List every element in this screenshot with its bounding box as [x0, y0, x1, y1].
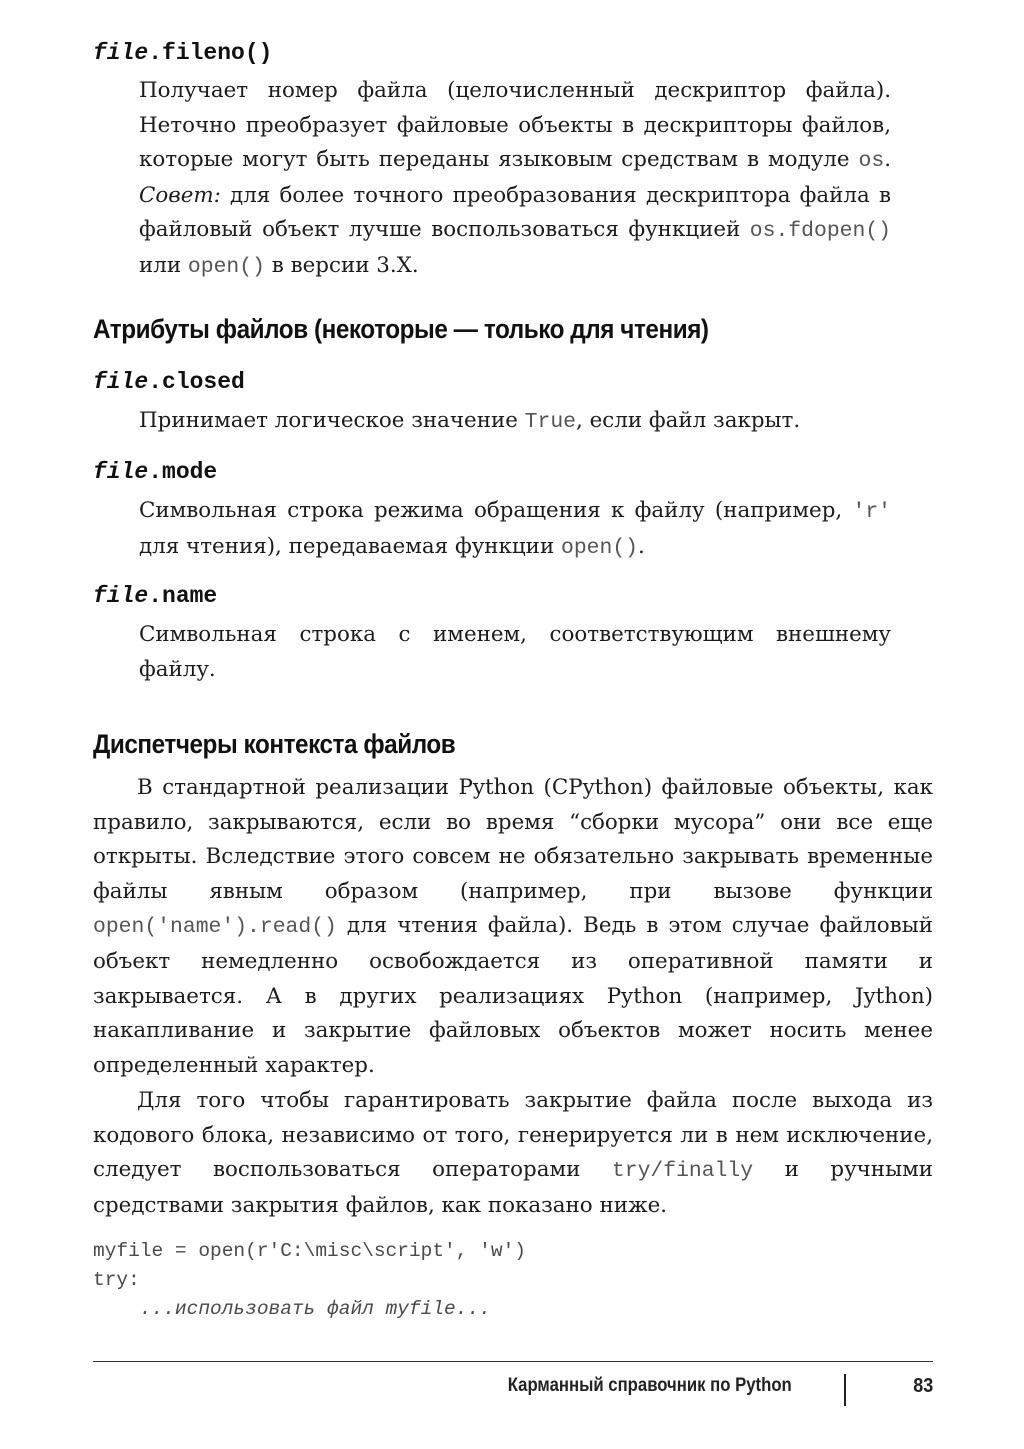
- inline-code: open(): [187, 254, 265, 279]
- para-text: для чтения файла). Ведь в этом случае файловый объект немедленно освобождается из оперативной памяти и закрывается. А в других реализациях Python (например, Jython) накапливание и закрытие файловых объектов может носить менее определенный характер.: [93, 913, 933, 1078]
- term-fileno: [93, 40, 272, 66]
- term-name: [93, 583, 217, 609]
- para-text: В стандартной реализации Python (CPython) файловые объекты, как правило, закрываются, если во время “сборки мусора” они все еще открыты. Вследствие этого совсем не обязательно закрывать временные файлы явным образом (например, при вызове функции: [93, 775, 933, 904]
- desc-text: Принимает логическое значение: [139, 408, 525, 433]
- tip-label: Совет:: [139, 182, 221, 208]
- footer-divider: [93, 1361, 933, 1362]
- fileno-description: [139, 74, 891, 284]
- term-attribute: .mode: [148, 459, 218, 485]
- term-object: file: [93, 40, 149, 66]
- section-heading-context-managers: Диспетчеры контекста файлов: [93, 729, 456, 759]
- term-object: file: [93, 369, 149, 395]
- inline-code: 'r': [852, 500, 891, 524]
- term-mode: [93, 459, 217, 485]
- term-attribute: .name: [148, 583, 218, 609]
- desc-text: в версии 3.X.: [264, 252, 419, 278]
- term-object: file: [93, 459, 149, 485]
- inline-code: os.fdopen(): [749, 219, 891, 243]
- mode-description: [139, 494, 891, 565]
- term-closed: [93, 369, 245, 395]
- footer-book-title: Карманный справочник по Python: [507, 1375, 792, 1396]
- desc-text: или: [139, 252, 188, 278]
- desc-text: Получает номер файла (целочисленный дескриптор файла). Неточно преобразует файловые объекты в дескрипторы файлов, которые могут быть переданы языковым средствам в модуле: [139, 78, 891, 172]
- desc-text: для чтения), передаваемая функции: [139, 533, 561, 559]
- term-attribute: .fileno(): [148, 40, 273, 66]
- footer-separator: [844, 1374, 846, 1406]
- term-attribute: .closed: [148, 369, 245, 395]
- paragraph-2: [93, 1084, 933, 1223]
- code-line: ...использовать файл myfile...: [93, 1298, 491, 1320]
- page-number: 83: [912, 1375, 933, 1397]
- desc-text: , если файл закрыт.: [576, 408, 801, 433]
- desc-text: .: [638, 533, 645, 559]
- desc-text: для более точного преобразования дескриптора файла в файловый объект лучше воспользоваться функцией: [139, 182, 891, 242]
- inline-code: open(): [561, 535, 639, 560]
- inline-code: open('name').read(): [93, 915, 337, 940]
- code-line: myfile = open(r'C:\misc\script', 'w'): [93, 1240, 526, 1262]
- desc-text: Символьная строка режима обращения к файлу (например,: [139, 498, 853, 523]
- name-description: Символьная строка с именем, соответствующим внешнему файлу.: [139, 622, 891, 682]
- closed-description: [139, 404, 891, 440]
- desc-text: .: [884, 147, 891, 172]
- term-object: file: [93, 583, 149, 609]
- paragraph-1: [93, 771, 933, 1083]
- inline-code: try/finally: [611, 1159, 754, 1184]
- code-block: [93, 1237, 526, 1324]
- para-text: и ручными средствами закрытия файлов, как показано ниже.: [93, 1157, 933, 1218]
- para-text: Для того чтобы гарантировать закрытие файла после выхода из кодового блока, независимо от того, генерируется ли в нем исключение, следует воспользоваться операторами: [93, 1088, 933, 1183]
- code-line: try:: [93, 1269, 140, 1291]
- inline-code: True: [524, 410, 577, 434]
- inline-code: os: [858, 149, 885, 173]
- section-heading-attributes: Атрибуты файлов (некоторые — только для чтения): [93, 314, 709, 344]
